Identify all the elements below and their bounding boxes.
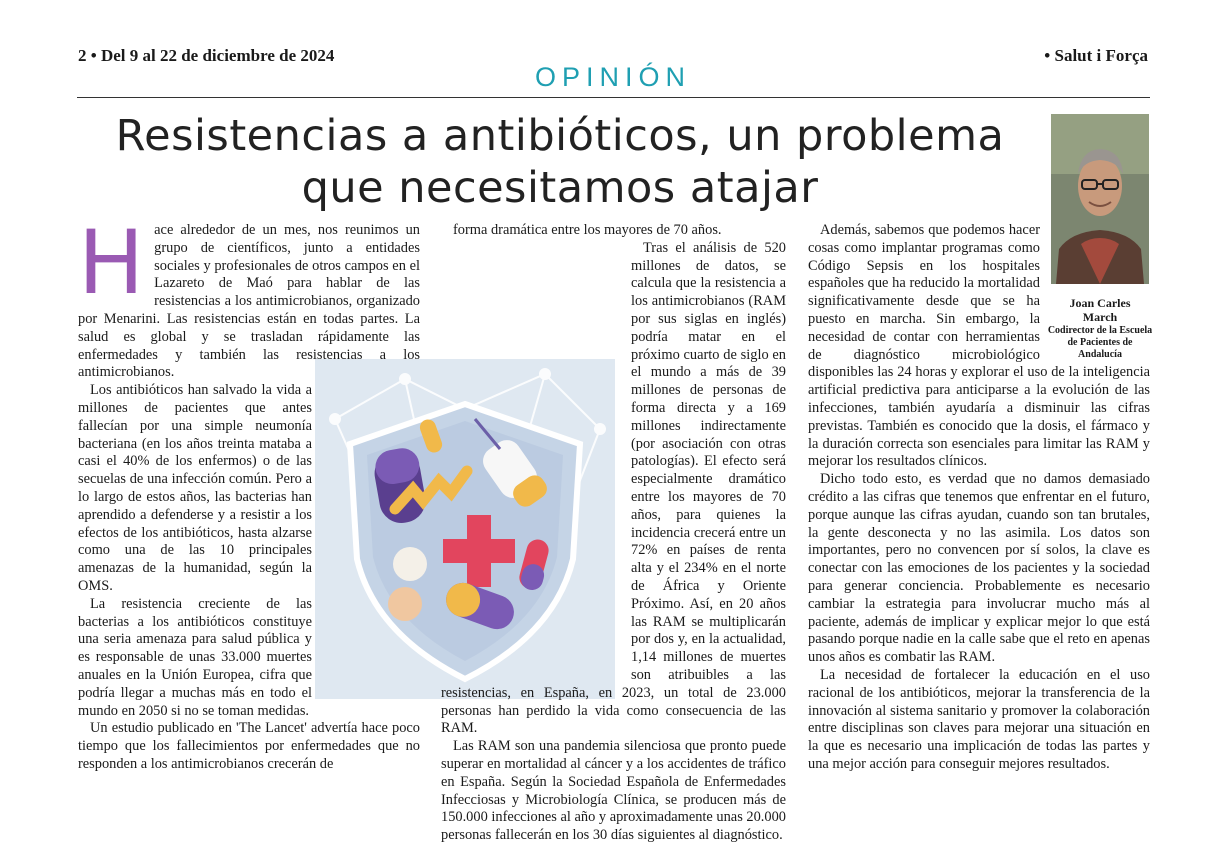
article-column-2 [441,222,786,845]
paragraph: forma dramática entre los mayores de 70 años. [453,222,722,238]
paragraph: Los antibióticos han salvado la vida a millones de pacientes que antes fallecían por una simple neumonía bacteriana (en los años treinta mataba a casi el 40% de los enfermos) o de las secuelas de una infección común. Pero a lo largo de estos años, las bacterias han aprendido a defenderse y a resistir a los efectos de los antibióticos, hasta alzarse como una de las 10 principales amenazas de la humanidad, según la OMS. [78,382,312,594]
paragraph: Dicho todo esto, es verdad que no damos demasiado crédito a las cifras que tenemos que enfrentar en el futuro, porque aunque las cifras ayudan, cuando son tan brutales, la gente desconecta y no las asimila. Los datos son importantes, pero no convencen por sí solos, la clave es conectar con las emociones de los pacientes y la sociedad para generar conciencia. Probablemente es necesario cambiar la estrategia para involucrar mucho más al paciente, además de implicar y explicar mejor lo que está pasando porque nadie en la calle sabe que el reto en apenas unos años es combatir las RAM. [808,471,1150,666]
author-name: Joan Carles March [1069,296,1131,324]
bullet-separator: • [90,46,101,65]
section-title: OPINIÓN [534,62,691,92]
article-column-1 [78,211,420,774]
illustration-wrap-space [441,348,631,668]
paragraph: La resistencia creciente de las bacterias a los antibióticos constituye una seria amenaza para salud pública y es responsable de unas 33.000 muertes anuales en la Unión Europea, cifra que podría llegar a muchas más en todo el mundo en 2050 si no se toman medidas. [78,595,312,719]
header-divider [77,97,1150,98]
author-photo-wrap-space [1040,222,1150,352]
bullet-separator: • [1044,46,1055,65]
paragraph: Además, sabemos que podemos hacer cosas como implantar programas como Código Sepsis en los hospitales españoles que ha reducido la mortalidad significativamente desde que se ha puesto en marcha. Sin embargo, la necesidad de contar con herramientas de diagnóstico microbiológico disponibles las 24 horas y explorar el uso de la inteligencia artificial predictiva para anticiparse a la evolución de las infecciones, también ayudaría a disminuir las cifras previstas. También es conocido que la dosis, el fármaco y la duración correcta son esenciales para limitar las RAM y mejorar los resultados clínicos. [808,222,1150,470]
paragraph: Tras el análisis de 520 millones de datos, se calcula que la resistencia a los antimicrobianos (RAM por sus siglas en inglés) podría matar en el próximo cuarto de siglo en el mundo a más de 39 millones de personas de forma directa y a 169 millones indirectamente (por asociación con otras patologías). El efecto será especialmente dramático entre los mayores de 70 años, para quienes la incidencia crecerá entre un 72% en países de renta alta y el 234% en el norte de África y Oriente Próximo. Así, en 20 años las RAM se multiplicarán por dos y, en la actualidad, 1,14 millones de muertes son atribuibles a las resistencias, en España, en 2023, un total de 23.000 personas han perdido la vida como consecuencia de las RAM. [441,239,786,737]
paragraph: Un estudio publicado en 'The Lancet' advertía hace poco tiempo que los fallecimientos por enfermedades que no responden a los antimicrobianos crecerán de [78,720,420,772]
paragraph-text: ace alrededor de un mes, nos reunimos un grupo de científicos, junto a entidades sociales y profesionales de otros campos en el Lazareto de Maó para hablar de las resistencias a los antimicrobianos, organizado por Menarini. Las resistencias están en todas partes. La salud es global y se trasladan rápidamente las enfermedades y también las resistencias a los antimicrobianos. [78,222,420,381]
paragraph [78,211,420,382]
article-headline: Resistencias a antibióticos, un problema que necesitamos atajar [115,111,1005,213]
illustration-wrap-space [312,382,420,712]
issue-date: Del 9 al 22 de diciembre de 2024 [100,46,335,65]
author-role: Codirector de la Escuela de Pacientes de Andalucía [1047,325,1153,360]
paragraph: La necesidad de fortalecer la educación en el uso racional de los antibióticos, mejorar la transferencia de la innovación al sistema sanitario y promover la colaboración entre disciplinas son claves para mejorar una situación en la que es necesario una implicación de todas las partes y una mejor acción para conseguir mejores resultados. [808,666,1150,772]
publication-name: Salut i Força [1054,46,1148,65]
drop-cap: H [78,211,145,314]
paragraph: Las RAM son una pandemia silenciosa que pronto puede superar en mortalidad al cáncer y a los accidentes de tráfico en España. Según la Sociedad Española de Enfermedades Infecciosas y Microbiología Clínica, se producen más de 150.000 infecciones al año y aproximadamente unas 20.000 personas fallecerán en los 30 días siguientes al diagnóstico. [441,738,786,844]
article-column-3 [808,222,1150,774]
page-number: 2 [78,46,87,65]
